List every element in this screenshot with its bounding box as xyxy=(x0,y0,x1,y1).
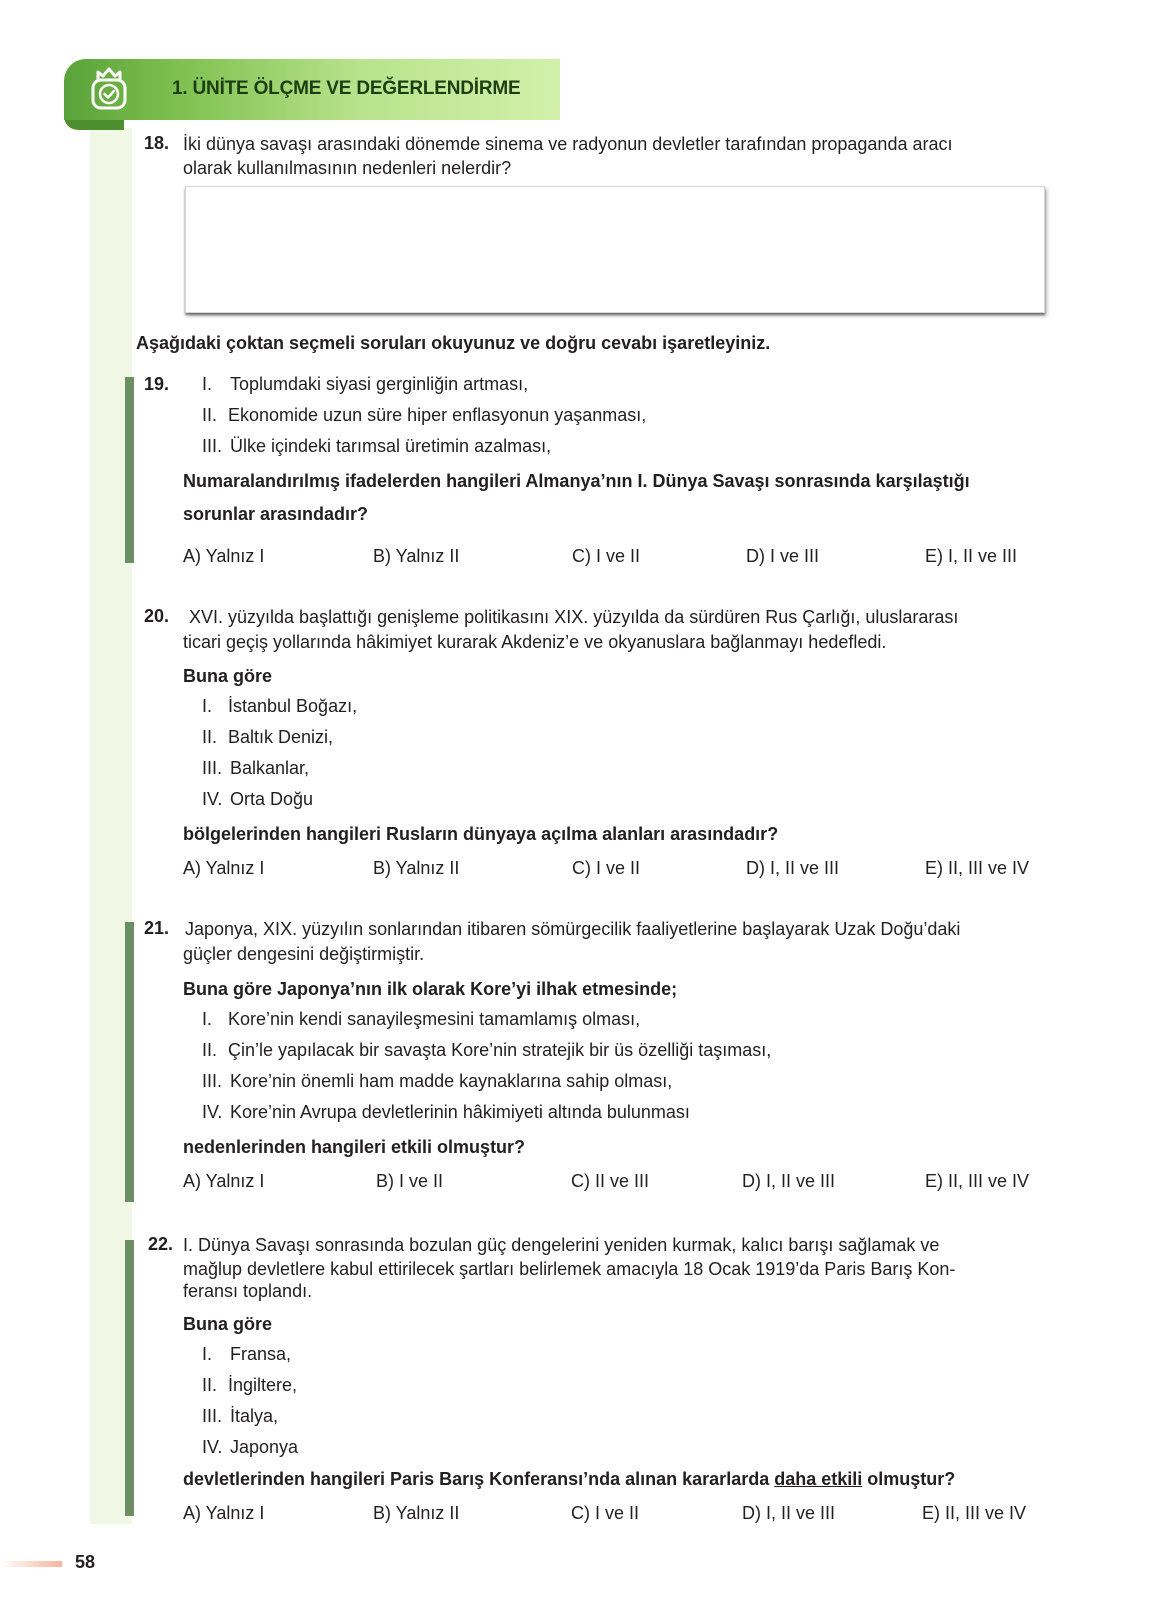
q22-option-c[interactable]: C) I ve II xyxy=(571,1503,640,1523)
question-number-22: 22. xyxy=(148,1234,174,1254)
q19-option-a[interactable]: A) Yalnız I xyxy=(183,546,265,566)
q22-line-3: feransı toplandı. xyxy=(183,1281,313,1301)
q20-option-b[interactable]: B) Yalnız II xyxy=(373,858,460,878)
q21-option-b[interactable]: B) I ve II xyxy=(376,1171,444,1191)
q19-option-e[interactable]: E) I, II ve III xyxy=(925,546,1018,566)
q20-item-4-roman: IV. xyxy=(202,789,223,809)
q19-item-3-roman: III. xyxy=(202,436,223,456)
instruction-text: Aşağıdaki çoktan seçmeli soruları okuyunuz ve doğru cevabı işaretleyiniz. xyxy=(136,333,771,353)
question-number-20: 20. xyxy=(144,606,170,626)
q22-option-b[interactable]: B) Yalnız II xyxy=(373,1503,460,1523)
checklist-gear-icon xyxy=(84,64,134,114)
q21-option-a[interactable]: A) Yalnız I xyxy=(183,1171,265,1191)
q18-line-2: olarak kullanılmasının nedenleri nelerdir? xyxy=(183,158,512,178)
q20-item-3: Balkanlar, xyxy=(230,758,310,778)
q20-line-1: XVI. yüzyılda başlattığı genişleme politikasını XIX. yüzyılda da sürdüren Rus Çarlığı, uluslararası xyxy=(189,607,959,627)
q20-line-2: ticari geçiş yollarında hâkimiyet kurarak Akdeniz’e ve okyanuslara bağlanmayı hedefledi. xyxy=(183,632,887,652)
q20-option-d[interactable]: D) I, II ve III xyxy=(746,858,840,878)
q20-option-c[interactable]: C) I ve II xyxy=(572,858,641,878)
q20-item-2: Baltık Denizi, xyxy=(228,727,334,747)
q22-item-3-roman: III. xyxy=(202,1406,223,1426)
q22-item-1-roman: I. xyxy=(202,1344,213,1364)
q20-lead: Buna göre xyxy=(183,666,273,686)
q21-line-2: güçler dengesini değiştirmiştir. xyxy=(183,944,425,964)
q21-item-1-roman: I. xyxy=(202,1009,213,1029)
q22-item-4: Japonya xyxy=(230,1437,299,1457)
q22-side-bar xyxy=(125,1240,134,1516)
q21-item-2: Çin’le yapılacak bir savaşta Kore’nin stratejik bir üs özelliği taşıması, xyxy=(228,1040,772,1060)
q22-question-pre: devletlerinden hangileri Paris Barış Konferansı’nda alınan kararlarda xyxy=(183,1469,775,1489)
q20-item-1: İstanbul Boğazı, xyxy=(228,696,358,716)
question-number-19: 19. xyxy=(144,374,170,394)
q22-option-d[interactable]: D) I, II ve III xyxy=(742,1503,836,1523)
q22-line-1: I. Dünya Savaşı sonrasında bozulan güç dengelerini yeniden kurmak, kalıcı barışı sağlamak ve xyxy=(183,1235,940,1255)
q22-line-2: mağlup devletlere kabul ettirilecek şartları belirlemek amacıyla 18 Ocak 1919’da Paris Barış Kon- xyxy=(183,1259,956,1279)
q18-line-1: İki dünya savaşı arasındaki dönemde sinema ve radyonun devletler tarafından propaganda aracı xyxy=(183,134,953,154)
q22-question-post: olmuştur? xyxy=(862,1469,956,1489)
q22-item-4-roman: IV. xyxy=(202,1437,223,1457)
q21-option-e[interactable]: E) II, III ve IV xyxy=(925,1171,1030,1191)
q21-side-bar xyxy=(125,922,134,1202)
q21-item-4: Kore’nin Avrupa devletlerinin hâkimiyeti altında bulunması xyxy=(230,1102,690,1122)
q20-option-e[interactable]: E) II, III ve IV xyxy=(925,858,1030,878)
q20-question: bölgelerinden hangileri Rusların dünyaya açılma alanları arasındadır? xyxy=(183,824,779,844)
q21-item-3: Kore’nin önemli ham madde kaynaklarına sahip olması, xyxy=(230,1071,673,1091)
q19-question-line-2: sorunlar arasındadır? xyxy=(183,504,369,524)
q19-question-line-1: Numaralandırılmış ifadelerden hangileri Almanya’nın I. Dünya Savaşı sonrasında karşılaştığı xyxy=(183,471,970,491)
q18-answer-box[interactable] xyxy=(185,186,1045,313)
q19-option-c[interactable]: C) I ve II xyxy=(572,546,641,566)
question-number-18: 18. xyxy=(144,133,170,153)
q20-item-3-roman: III. xyxy=(202,758,223,778)
q22-question xyxy=(183,1467,955,1491)
q20-item-2-roman: II. xyxy=(202,727,218,747)
q21-item-3-roman: III. xyxy=(202,1071,223,1091)
q22-item-1: Fransa, xyxy=(230,1344,292,1364)
q22-question-emphasis: daha etkili xyxy=(774,1469,863,1489)
page-number: 58 xyxy=(75,1552,96,1572)
q19-item-1: Toplumdaki siyasi gerginliğin artması, xyxy=(230,374,529,394)
q20-option-a[interactable]: A) Yalnız I xyxy=(183,858,265,878)
q21-lead: Buna göre Japonya’nın ilk olarak Kore’yi ilhak etmesinde; xyxy=(183,979,678,999)
q21-item-4-roman: IV. xyxy=(202,1102,223,1122)
question-number-21: 21. xyxy=(144,918,170,938)
q22-item-3: İtalya, xyxy=(230,1406,279,1426)
q20-item-4: Orta Doğu xyxy=(230,789,314,809)
q21-option-d[interactable]: D) I, II ve III xyxy=(742,1171,836,1191)
q19-item-2: Ekonomide uzun süre hiper enflasyonun yaşanması, xyxy=(228,405,647,425)
q21-item-1: Kore’nin kendi sanayileşmesini tamamlamış olması, xyxy=(228,1009,641,1029)
q19-item-3: Ülke içindeki tarımsal üretimin azalması, xyxy=(230,436,552,456)
q21-question: nedenlerinden hangileri etkili olmuştur? xyxy=(183,1137,526,1157)
q19-option-d[interactable]: D) I ve III xyxy=(746,546,820,566)
q21-line-1: Japonya, XIX. yüzyılın sonlarından itibaren sömürgecilik faaliyetlerine başlayarak Uzak Doğu’daki xyxy=(185,919,961,939)
q22-item-2: İngiltere, xyxy=(228,1375,298,1395)
q20-item-1-roman: I. xyxy=(202,696,213,716)
q19-option-b[interactable]: B) Yalnız II xyxy=(373,546,460,566)
q22-option-a[interactable]: A) Yalnız I xyxy=(183,1503,265,1523)
q21-option-c[interactable]: C) II ve III xyxy=(571,1171,650,1191)
q19-side-bar xyxy=(125,377,134,563)
page-number-strip xyxy=(0,1561,62,1567)
unit-title: 1. ÜNİTE ÖLÇME VE DEĞERLENDİRME xyxy=(172,78,521,99)
q22-item-2-roman: II. xyxy=(202,1375,218,1395)
q22-lead: Buna göre xyxy=(183,1314,273,1334)
q19-item-1-roman: I. xyxy=(202,374,213,394)
q22-option-e[interactable]: E) II, III ve IV xyxy=(922,1503,1027,1523)
q19-item-2-roman: II. xyxy=(202,405,218,425)
q21-item-2-roman: II. xyxy=(202,1040,218,1060)
